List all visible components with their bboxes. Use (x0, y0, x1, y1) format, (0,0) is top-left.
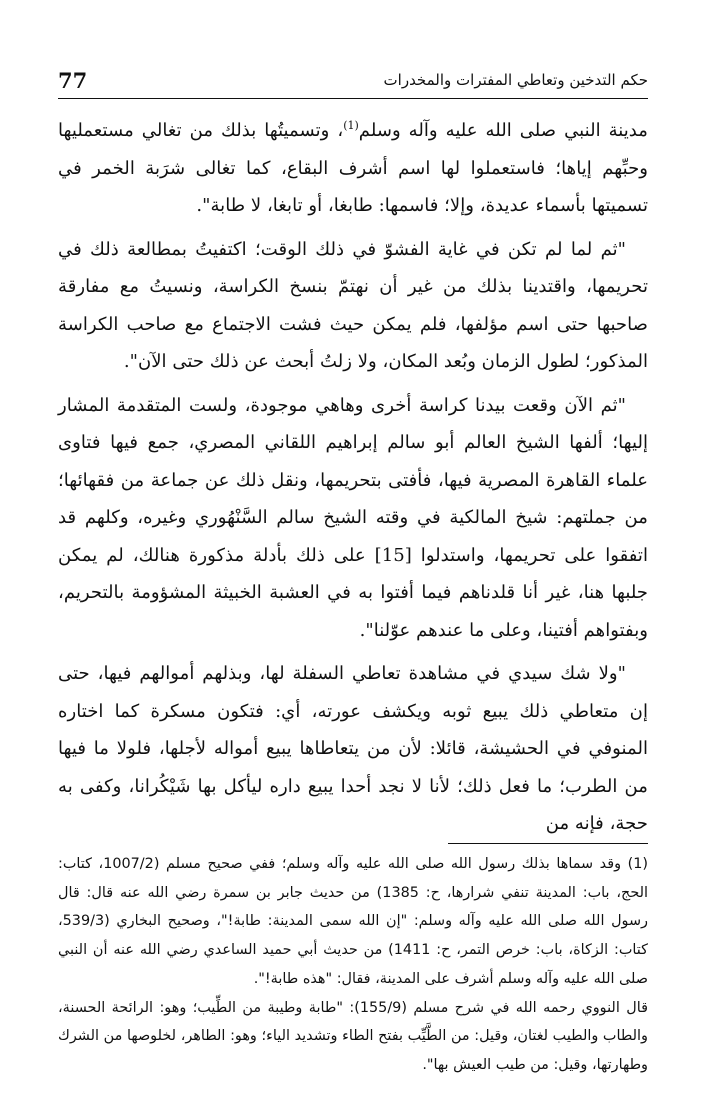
paragraph-1 (58, 112, 648, 225)
page-header (58, 66, 648, 99)
main-text (58, 112, 648, 849)
paragraph-2: "ثم لما لم تكن في غاية الفشوّ في ذلك الوقت؛ اكتفيتُ بمطالعة ذلك في تحريمها، واقتدينا بذلك من غير أن نهتمّ بنسخ الكراسة، ونسيتُ مع مفارقة صاحبها حتى اسم مؤلفها، فلم يمكن حيث فشت الاجتماع مع صاحب الكراسة المذكور؛ لطول الزمان وبُعد المكان، ولا زلتُ أبحث عن ذلك حتى الآن". (58, 238, 648, 372)
page-number: 77 (58, 68, 88, 93)
book-page (58, 66, 648, 1076)
footnote-1-continued: قال النووي رحمه الله في شرح مسلم (155/9): "طابة وطيبة من الطِّيب؛ وهو: الرائحة الحسنة، والطاب والطيب لغتان، وقيل: من الطَّيِّب بفتح الطاء وتشديد الياء؛ وهو: الطاهر، لخلوصها من الشرك وطهارتها، وقيل: من طيب العيش بها". (58, 999, 648, 1073)
running-title: حكم التدخين وتعاطي المفترات والمخدرات (383, 71, 648, 89)
paragraph-1-rest: ، وتسميتُها بذلك من تغالي مستعمليها وحبِّهم إياها؛ فاستعملوا لها اسم أشرف البقاع، كما تغالى شرَبة الخمر في تسميتها بأسماء عديدة، وإلا؛ فاسمها: طابغا، أو تابغا، لا طابة". (58, 120, 648, 216)
paragraph-1-start: مدينة النبي صلى الله عليه وآله وسلم (358, 120, 648, 141)
footnotes (58, 850, 648, 1080)
paragraph-4: "ولا شك سيدي في مشاهدة تعاطي السفلة لها، وبذلهم أموالهم فيها، حتى إن متعاطي ذلك يبيع ثوبه ويكشف عورته، أي: فتكون مسكرة كما اختاره المنوفي في الحشيشة، قائلا: لأن من يتعاطاها يبيع أمواله لأجلها، فلولا ما فيها من الطرب؛ ما فعل ذلك؛ لأنا لا نجد أحدا يبيع داره ليأكل بها شَيْكُرانا، وكفى به حجة، فإنه من (58, 663, 648, 834)
paragraph-3: "ثم الآن وقعت بيدنا كراسة أخرى وهاهي موجودة، ولست المتقدمة المشار إليها؛ ألفها الشيخ العالم أبو سالم إبراهيم اللقاني المصري، جمع فيها فتاوى علماء القاهرة المصرية فيها، فأفتى بتحريمها، ونقل ذلك عن جماعة من فقهائها؛ من جملتهم: شيخ المالكية في وقته الشيخ سالم السَّنْهُوري وغيره، وكلهم قد اتفقوا على تحريمها، واستدلوا [15] على ذلك بأدلة مذكورة هنالك، لم يمكن جلبها هنا، غير أنا قلدناهم فيما أفتوا به في العشبة الخبيثة المشؤومة بالتحريم، وبفتواهم أفتينا، وعلى ما عندهم عوّلنا". (58, 394, 648, 641)
footnote-reference: (1) (343, 118, 359, 132)
footnote-divider (448, 843, 648, 844)
footnote-1: (1) وقد سماها بذلك رسول الله صلى الله عليه وآله وسلم؛ ففي صحيح مسلم (1007/2، كتاب: الحج، باب: المدينة تنفي شرارها، ح: 1385) من حديث جابر بن سمرة رضي الله عنه قال: قال رسول الله صلى الله عليه وآله وسلم: "إن الله سمى المدينة: طابة!"، وصحيح البخاري (539/3، كتاب: الزكاة، باب: خرص التمر، ح: 1411) من حديث أبي حميد الساعدي رضي الله عنه أن النبي صلى الله عليه وآله وسلم أشرف على المدينة، فقال: "هذه طابة!". (58, 856, 649, 987)
